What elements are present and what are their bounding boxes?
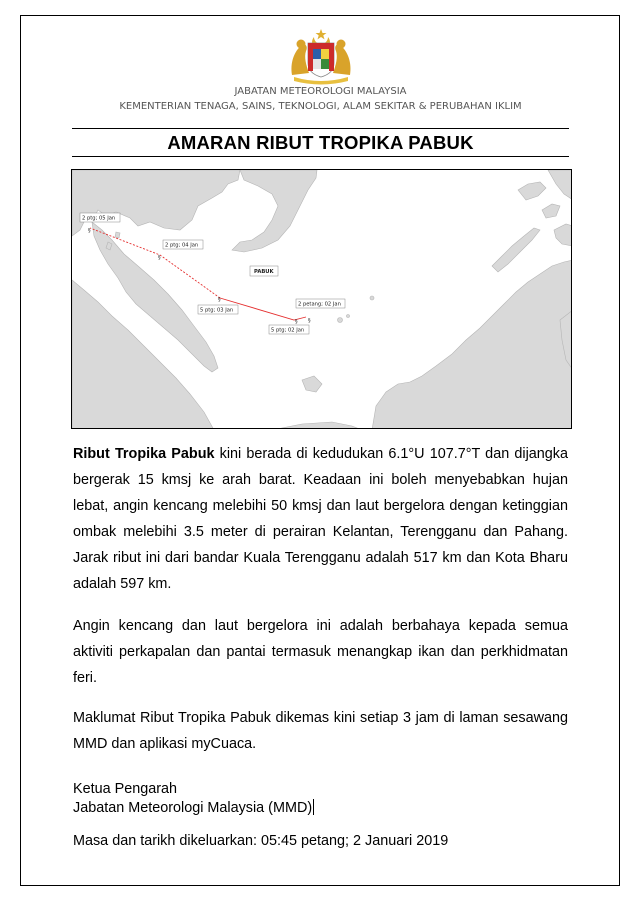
track-label-5: 2 ptg; 05 Jan [82,215,116,222]
signature-org-text: Jabatan Meteorologi Malaysia (MMD) [73,800,313,816]
paragraph-status [73,441,568,597]
storm-symbol: § [88,228,91,234]
storm-symbol: § [308,318,311,324]
title-rule-top [72,128,569,129]
signature-title: Ketua Pengarah [73,781,178,797]
coat-of-arms-logo [284,27,358,85]
paragraph-status-text: kini berada di kedudukan 6.1°U 107.7°T dan dijangka bergerak 15 kmsj ke arah barat. Keadaan ini boleh menyebabkan hujan lebat, angin kencang melebihi 50 kmsj dan laut bergelora dengan ketinggian ombak melebihi 3.5 meter di perairan Kelantan, Terengganu dan Pahang. Jarak ribut ini dari bandar Kuala Terengganu adalah 517 km dan Kota Bharu adalah 597 km. [73,446,568,592]
issued-timestamp: Masa dan tarikh dikeluarkan: 05:45 petang; 2 Januari 2019 [73,833,449,849]
storm-name-bold: Ribut Tropika Pabuk [73,446,215,462]
storm-name-label: PABUK [254,269,274,275]
track-label-1: 2 petang; 02 Jan [298,301,341,308]
text-cursor [313,799,314,815]
storm-track-map [71,169,572,429]
storm-symbol: § [295,319,298,325]
storm-symbol: § [218,297,221,303]
agency-name: JABATAN METEOROLOGI MALAYSIA [234,86,407,97]
storm-symbol: § [158,255,161,261]
signature-org [73,799,314,818]
track-label-3: 5 ptg; 03 Jan [200,307,234,314]
paragraph-updates: Maklumat Ribut Tropika Pabuk dikemas kini setiap 3 jam di laman sesawang MMD dan aplikasi myCuaca. [73,710,568,752]
title-rule-bottom [72,156,569,157]
track-label-2: 5 ptg; 02 Jan [271,327,305,334]
ministry-name: KEMENTERIAN TENAGA, SAINS, TEKNOLOGI, ALAM SEKITAR & PERUBAHAN IKLIM [119,101,522,112]
paragraph-danger: Angin kencang dan laut bergelora ini adalah berbahaya kepada semua aktiviti perkapalan dan pantai termasuk menangkap ikan dan perkhidmatan feri. [73,618,568,686]
track-label-4: 2 ptg; 04 Jan [165,242,199,249]
page-title: AMARAN RIBUT TROPIKA PABUK [167,132,474,153]
